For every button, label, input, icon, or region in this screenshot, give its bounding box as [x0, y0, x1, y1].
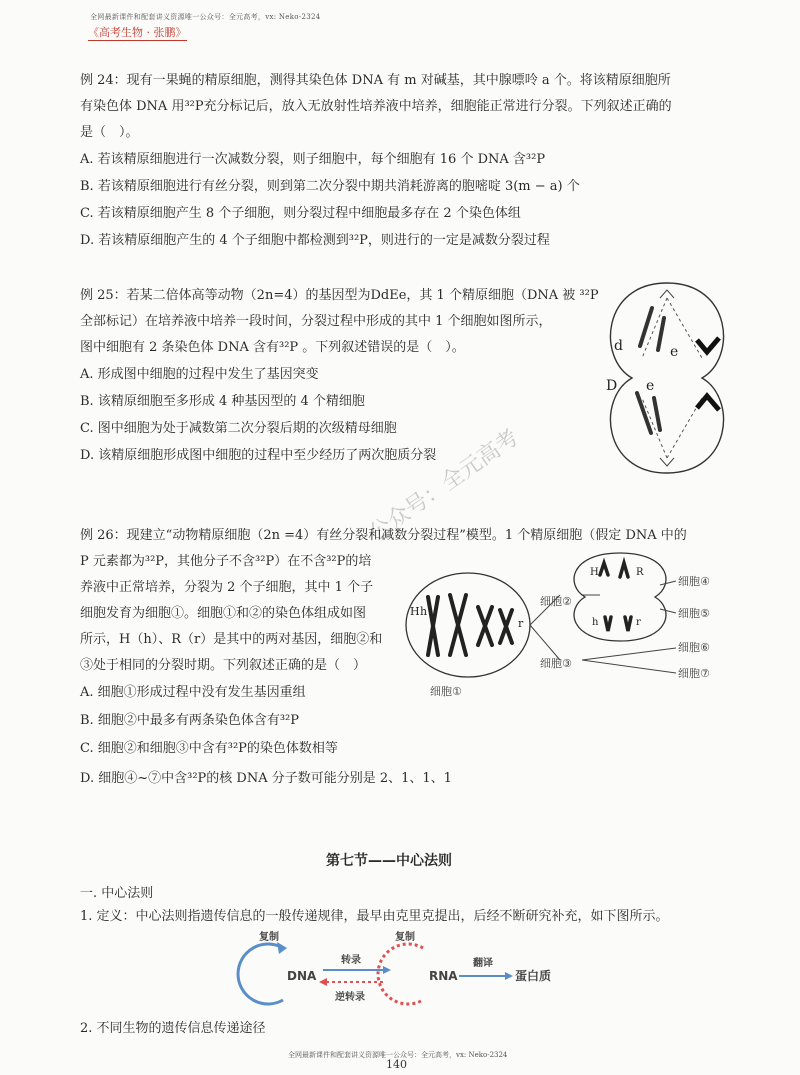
- diagram-replication-2: 复制: [395, 932, 415, 943]
- watermark: 公众号：全元高考: [364, 425, 524, 547]
- q26-cell5-label: 细胞⑤: [678, 607, 710, 620]
- q25-option-b: B. 该精原细胞至多形成 4 种基因型的 4 个精细胞: [80, 394, 365, 409]
- q25-option-a: A. 形成图中细胞的过程中发生了基因突变: [80, 367, 319, 382]
- q26-line1: 例 26：现建立“动物精原细胞（2n =4）有丝分裂和减数分裂过程”模型。1 个精原细胞（假定 DNA 中的: [80, 528, 687, 543]
- q26-label-r-2: r: [636, 617, 641, 628]
- q26-option-c: C. 细胞②和细胞③中含有³²P的染色体数相等: [80, 741, 338, 756]
- q24-option-d: D. 若该精原细胞产生的 4 个子细胞中都检测到³²P，则进行的一定是减数分裂过程: [80, 233, 550, 248]
- diagram-transcription: 转录: [341, 955, 361, 966]
- q25-line2: 全部标记）在培养液中培养一段时间，分裂过程中形成的其中 1 个细胞如图所示，: [80, 314, 552, 329]
- section-title: 第七节——中心法则: [326, 853, 452, 869]
- q24-option-b: B. 若该精原细胞进行有丝分裂，则到第二次分裂中期共消耗游离的胞嘧啶 3(m − a) 个: [80, 179, 580, 194]
- q25-line3: 图中细胞有 2 条染色体 DNA 含有³²P 。下列叙述错误的是（ ）。: [80, 340, 465, 355]
- section-definition: 1. 定义：中心法则指遗传信息的一般传递规律，最早由克里克提出，后经不断研究补充，如下图所示。: [80, 909, 669, 924]
- q26-line4: 细胞发育为细胞①。细胞①和②的染色体组成如图: [80, 606, 367, 621]
- q26-label-H: H: [410, 605, 420, 618]
- q26-label-R: R: [636, 567, 644, 578]
- q24-option-c: C. 若该精原细胞产生 8 个子细胞，则分裂过程中细胞最多存在 2 个染色体组: [80, 206, 521, 221]
- diagram-dna: DNA: [287, 969, 317, 983]
- q25-line1: 例 25：若某二倍体高等动物（2n=4）的基因型为DdEe，其 1 个精原细胞（DNA 被 ³²P: [80, 288, 599, 303]
- q24-line2: 有染色体 DNA 用³²P充分标记后，放入无放射性培养液中培养，细胞能正常进行分裂。下列叙述正确的: [80, 99, 672, 114]
- q26-cell3-label: 细胞③: [540, 657, 572, 670]
- q26-label-r-1: r: [518, 617, 524, 630]
- q24-option-a: A. 若该精原细胞进行一次减数分裂，则子细胞中，每个细胞有 16 个 DNA 含³²P: [80, 152, 546, 167]
- q25-cell-figure: [592, 278, 742, 478]
- section-item-2: 2. 不同生物的遗传信息传递途径: [80, 1021, 266, 1036]
- q25-label-e-lower: e: [646, 378, 655, 394]
- diagram-reverse-transcription: 逆转录: [335, 992, 365, 1003]
- header-source-line: 全网最新课件和配套讲义资源唯一公众号：全元高考，vx: Neko-2324: [90, 13, 321, 21]
- q26-cell6-label: 细胞⑥: [678, 641, 710, 654]
- q26-cell2-label: 细胞②: [540, 595, 572, 608]
- q26-option-b: B. 细胞②中最多有两条染色体含有³²P: [80, 713, 299, 728]
- central-dogma-diagram: [235, 930, 575, 1010]
- q26-cell4-label: 细胞④: [678, 575, 710, 588]
- q26-label-H-2: H: [590, 567, 599, 578]
- q25-label-d: d: [614, 338, 623, 354]
- q25-option-c: C. 图中细胞为处于减数第二次分裂后期的次级精母细胞: [80, 421, 397, 436]
- diagram-rna: RNA: [429, 969, 458, 983]
- q26-option-a: A. 细胞①形成过程中没有发生基因重组: [80, 685, 306, 700]
- q25-label-D: D: [606, 378, 618, 394]
- page-number: 140: [386, 1058, 407, 1071]
- q26-line2: P 元素都为³²P，其他分子不含³²P）在不含³²P的培: [80, 554, 372, 569]
- q26-line6: ③处于相同的分裂时期。下列叙述正确的是（ ）: [80, 658, 367, 673]
- q26-cell1-label: 细胞①: [430, 685, 462, 698]
- diagram-replication-1: 复制: [259, 932, 279, 943]
- q25-option-d: D. 该精原细胞形成图中细胞的过程中至少经历了两次胞质分裂: [80, 448, 437, 463]
- q26-option-d: D. 细胞④~⑦中含³²P的核 DNA 分子数可能分别是 2、1、1、1: [80, 771, 452, 786]
- q24-line1: 例 24：现有一果蝇的精原细胞，测得其染色体 DNA 有 m 对碱基，其中腺嘌呤 a 个。将该精原细胞所: [80, 73, 671, 88]
- footer-source-line: 全网最新课件和配套讲义资源唯一公众号：全元高考，vx: Neko-2324: [288, 1051, 508, 1059]
- q26-label-h-1: h: [420, 605, 428, 618]
- q26-division-figure: [400, 545, 720, 705]
- diagram-translation: 翻译: [473, 958, 493, 969]
- header-tag: 《高考生物 · 张鹏》: [88, 26, 187, 39]
- q25-label-e-upper: e: [670, 344, 679, 360]
- q26-line5: 所示，H（h）、R（r）是其中的两对基因，细胞②和: [80, 632, 383, 647]
- q26-line3: 养液中正常培养，分裂为 2 个子细胞，其中 1 个子: [80, 580, 374, 595]
- q26-cell7-label: 细胞⑦: [678, 667, 710, 680]
- q26-label-h-2: h: [592, 617, 599, 628]
- section-subtitle: 一. 中心法则: [80, 886, 154, 901]
- diagram-protein: 蛋白质: [515, 969, 552, 983]
- q24-line3: 是（ ）。: [80, 125, 139, 140]
